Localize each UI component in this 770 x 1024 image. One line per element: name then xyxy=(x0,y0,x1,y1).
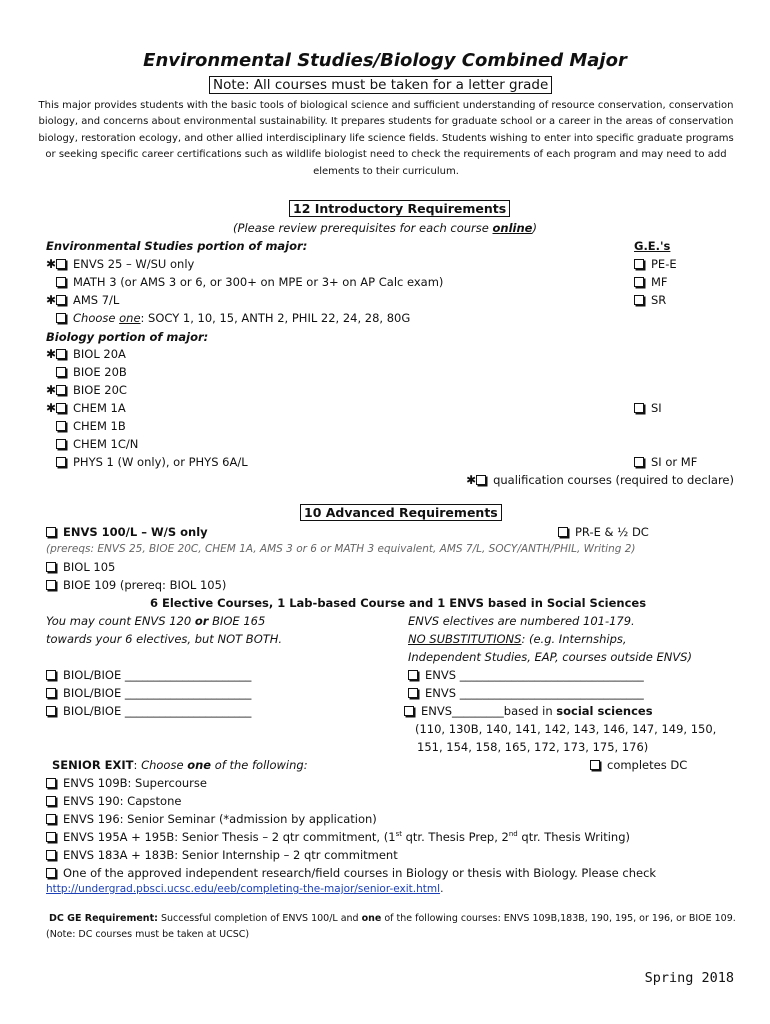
ge-value: SI or MF xyxy=(634,455,697,469)
biol105-item: BIOL 105 xyxy=(46,560,115,574)
checkbox[interactable] xyxy=(634,259,644,269)
letter-grade-note: Note: All courses must be taken for a letter grade xyxy=(209,76,552,94)
senior-exit-option: ENVS 196: Senior Seminar (*admission by application) xyxy=(46,812,377,826)
checkbox[interactable] xyxy=(46,527,56,537)
no-substitutions-note-2: Independent Studies, EAP, courses outside ENVS) xyxy=(408,650,692,664)
list-item: CHEM 1B xyxy=(46,419,126,433)
checkbox[interactable] xyxy=(56,457,66,467)
checkbox[interactable] xyxy=(56,259,66,269)
checkbox[interactable] xyxy=(46,850,56,860)
checkbox[interactable] xyxy=(634,457,644,467)
envs100-ge: PR-E & ½ DC xyxy=(558,525,649,539)
checkbox[interactable] xyxy=(56,277,66,287)
count-note-2: towards your 6 electives, but NOT BOTH. xyxy=(46,632,283,646)
senior-exit-option: ENVS 190: Capstone xyxy=(46,794,181,808)
checkbox[interactable] xyxy=(46,814,56,824)
envs-blank[interactable]: ENVS ________________________________ xyxy=(408,668,644,682)
list-item: ✱ BIOE 20C xyxy=(46,383,127,397)
biol-blank[interactable]: BIOL/BIOE ______________________ xyxy=(46,668,251,682)
list-item: ✱ CHEM 1A xyxy=(46,401,126,415)
intro-paragraph: This major provides students with the basic tools of biological science and sufficient understanding of resource conservation, conservation biology, and concerns about environmental sustainability. It prepares students for graduate school or a career in the areas of conservation biology, restoration ecology, and other allied interdisciplinary life science fields. Students wishing to enter into specific graduate programs or seeking specific career certifications such as wildlife biologist need to check the requirements of each program and may need to add elements to their curriculum. xyxy=(38,100,734,177)
checkbox[interactable] xyxy=(408,670,418,680)
checkbox[interactable] xyxy=(404,706,414,716)
no-substitutions-note: NO SUBSTITUTIONS: (e.g. Internships, xyxy=(408,632,627,646)
checkbox[interactable] xyxy=(56,439,66,449)
list-item: CHEM 1C/N xyxy=(46,437,138,451)
checkbox[interactable] xyxy=(46,832,56,842)
checkbox[interactable] xyxy=(56,295,66,305)
checkbox[interactable] xyxy=(56,349,66,359)
checkbox[interactable] xyxy=(46,868,56,878)
social-course-list-2: 151, 154, 158, 165, 172, 173, 175, 176) xyxy=(417,740,649,754)
senior-exit-option: ENVS 109B: Supercourse xyxy=(46,776,207,790)
checkbox[interactable] xyxy=(46,688,56,698)
envs-social-blank[interactable]: ENVS_________based in social sciences xyxy=(404,704,653,718)
prereq-note: (prereqs: ENVS 25, BIOE 20C, CHEM 1A, AMS 3 or 6 or MATH 3 equivalent, AMS 7/L, SOCY/ANTH/PHIL, Writing 2) xyxy=(46,543,636,555)
dc-requirement: DC GE Requirement: Successful completion of ENVS 100/L and one of the following courses: ENVS 109B,183B, 190, 195, or 196, or BIOE 109. xyxy=(49,913,736,924)
checkbox[interactable] xyxy=(56,403,66,413)
biol-blank[interactable]: BIOL/BIOE ______________________ xyxy=(46,704,251,718)
checkbox[interactable] xyxy=(56,385,66,395)
ge-value: SR xyxy=(634,293,666,307)
term-footer: Spring 2018 xyxy=(644,970,734,986)
ge-column-label: G.E.'s xyxy=(634,239,671,253)
list-item: ✱ AMS 7/L xyxy=(46,293,120,307)
senior-exit-option: ENVS 195A + 195B: Senior Thesis – 2 qtr commitment, (1st qtr. Thesis Prep, 2nd qtr. Thesis Writing) xyxy=(46,830,630,844)
list-item: ✱ ENVS 25 – W/SU only xyxy=(46,257,195,271)
senior-exit-option: ENVS 183A + 183B: Senior Internship – 2 qtr commitment xyxy=(46,848,398,862)
checkbox[interactable] xyxy=(558,527,568,537)
checkbox[interactable] xyxy=(634,403,644,413)
page-title: Environmental Studies/Biology Combined Major xyxy=(143,50,627,71)
checkbox[interactable] xyxy=(46,778,56,788)
senior-exit-url-line: http://undergrad.pbsci.ucsc.edu/eeb/completing-the-major/senior-exit.html. xyxy=(46,883,444,895)
qualification-legend: ✱ qualification courses (required to declare) xyxy=(466,473,734,487)
checkbox[interactable] xyxy=(46,580,56,590)
list-item: BIOE 20B xyxy=(46,365,127,379)
checkbox[interactable] xyxy=(634,277,644,287)
ge-value: MF xyxy=(634,275,668,289)
checkbox[interactable] xyxy=(46,796,56,806)
list-item: PHYS 1 (W only), or PHYS 6A/L xyxy=(46,455,248,469)
senior-exit-option: One of the approved independent research/field courses in Biology or thesis with Biology. Please check xyxy=(46,866,656,880)
biology-portion-label: Biology portion of major: xyxy=(46,330,209,344)
count-note-1: You may count ENVS 120 or BIOE 165 xyxy=(46,614,266,628)
biol-blank[interactable]: BIOL/BIOE ______________________ xyxy=(46,686,251,700)
choose-one-item: Choose one: SOCY 1, 10, 15, ANTH 2, PHIL 22, 24, 28, 80G xyxy=(46,311,410,325)
checkbox[interactable] xyxy=(46,706,56,716)
social-course-list: (110, 130B, 140, 141, 142, 143, 146, 147, 149, 150, xyxy=(415,722,717,736)
ge-value: SI xyxy=(634,401,662,415)
advanced-requirements-heading: 10 Advanced Requirements xyxy=(300,504,502,521)
checkbox[interactable] xyxy=(408,688,418,698)
checkbox[interactable] xyxy=(46,562,56,572)
bioe109-item: BIOE 109 (prereq: BIOL 105) xyxy=(46,578,226,592)
electives-heading: 6 Elective Courses, 1 Lab-based Course and 1 ENVS based in Social Sciences xyxy=(150,596,647,610)
list-item: MATH 3 (or AMS 3 or 6, or 300+ on MPE or 3+ on AP Calc exam) xyxy=(46,275,443,289)
envs-electives-note: ENVS electives are numbered 101-179. xyxy=(408,614,635,628)
checkbox[interactable] xyxy=(46,670,56,680)
envs-blank[interactable]: ENVS ________________________________ xyxy=(408,686,644,700)
checkbox[interactable] xyxy=(56,313,66,323)
envs100-item: ENVS 100/L – W/S only xyxy=(46,525,208,539)
senior-exit-heading: SENIOR EXIT: Choose one of the following: xyxy=(52,758,308,772)
envs-portion-label: Environmental Studies portion of major: xyxy=(46,239,308,253)
checkbox[interactable] xyxy=(590,760,600,770)
dc-note: (Note: DC courses must be taken at UCSC) xyxy=(46,929,250,940)
completes-dc: completes DC xyxy=(590,758,687,772)
senior-exit-link[interactable]: http://undergrad.pbsci.ucsc.edu/eeb/completing-the-major/senior-exit.html xyxy=(46,883,441,895)
online-link[interactable]: online xyxy=(492,221,533,235)
prereq-review-note: (Please review prerequisites for each course online) xyxy=(233,221,537,235)
intro-requirements-heading: 12 Introductory Requirements xyxy=(289,200,510,217)
list-item: ✱ BIOL 20A xyxy=(46,347,126,361)
checkbox[interactable] xyxy=(476,475,486,485)
checkbox[interactable] xyxy=(634,295,644,305)
ge-value: PE-E xyxy=(634,257,677,271)
checkbox[interactable] xyxy=(56,421,66,431)
checkbox[interactable] xyxy=(56,367,66,377)
